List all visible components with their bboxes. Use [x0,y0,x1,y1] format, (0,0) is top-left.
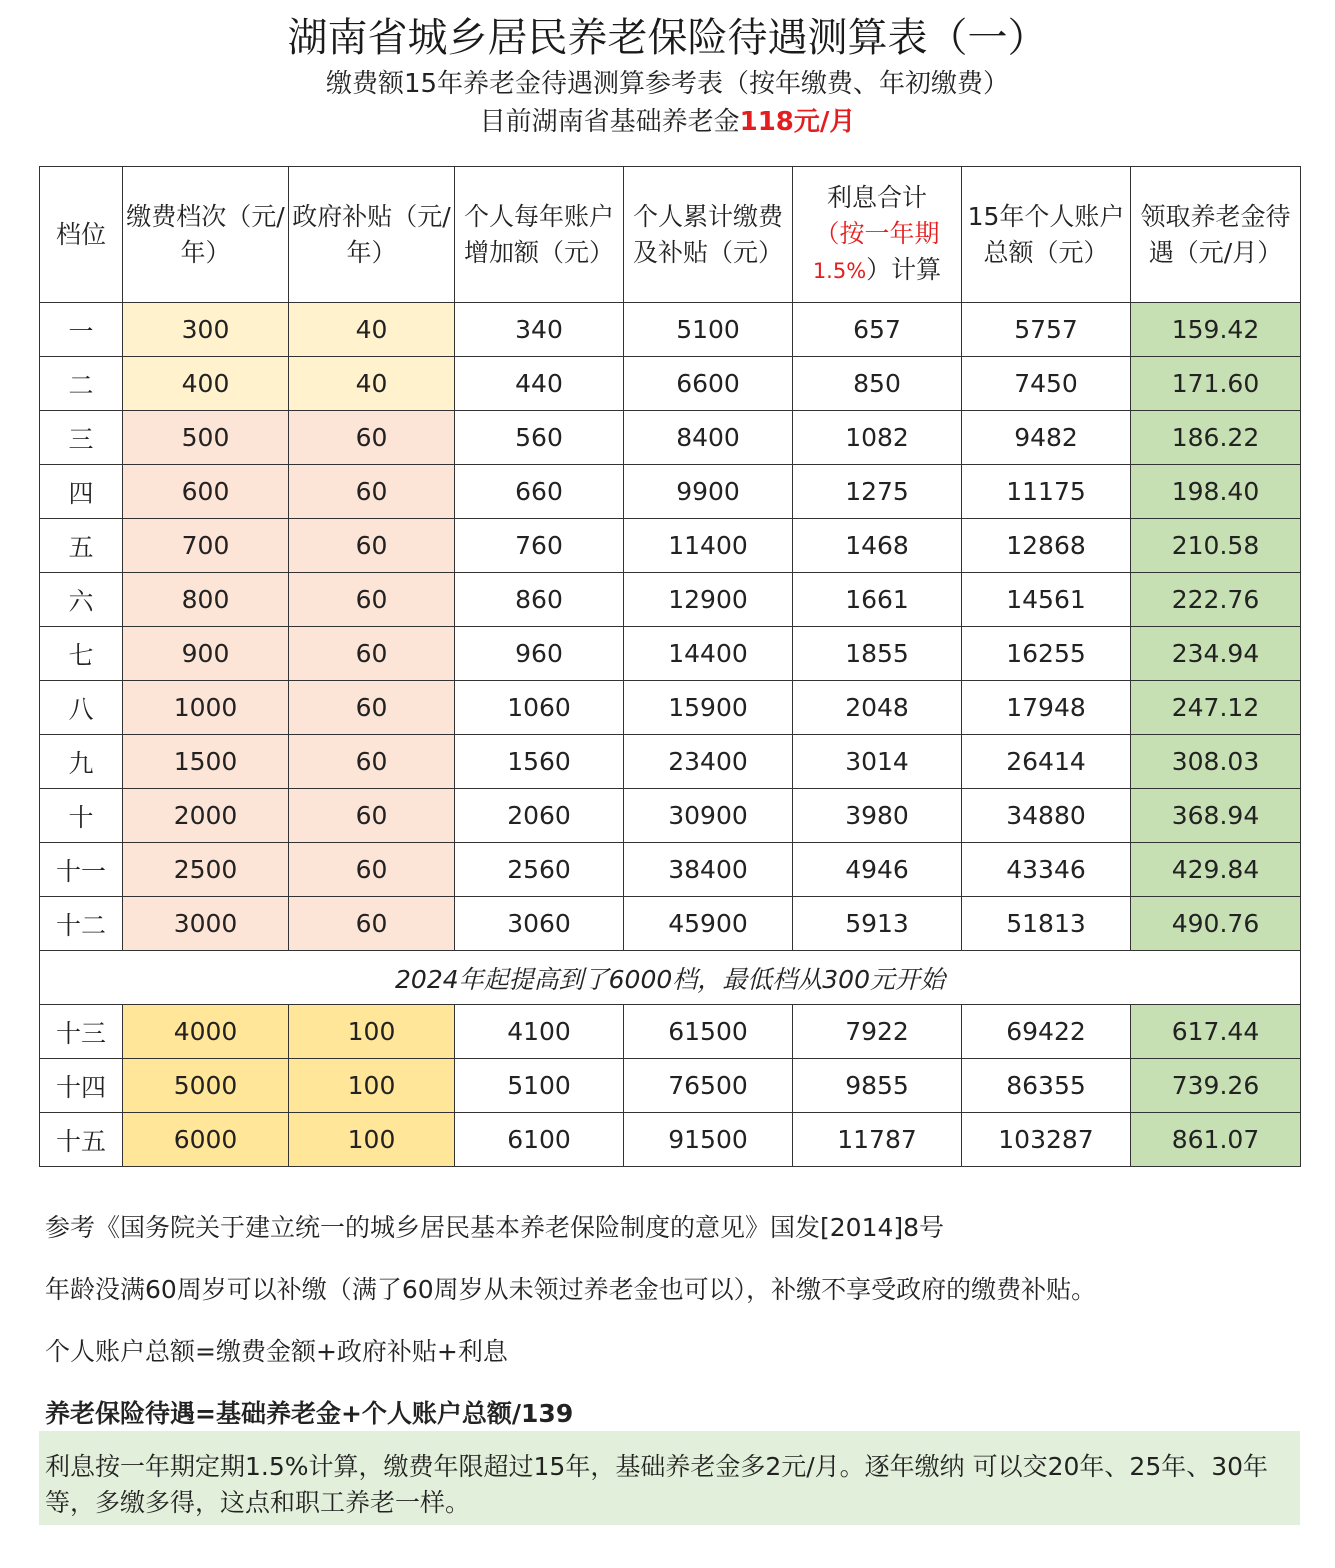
cell-total: 43346 [962,843,1131,897]
cell-annual: 340 [455,303,624,357]
cell-cumulative: 8400 [624,411,793,465]
cell-cumulative: 61500 [624,1005,793,1059]
cell-subsidy: 100 [289,1059,455,1113]
note-cell: 2024年起提高到了6000档，最低档从300元开始 [40,951,1301,1005]
cell-cumulative: 5100 [624,303,793,357]
cell-interest: 11787 [793,1113,962,1167]
cell-level: 十 [40,789,123,843]
cell-interest: 1855 [793,627,962,681]
cell-cumulative: 15900 [624,681,793,735]
cell-total: 14561 [962,573,1131,627]
cell-total: 5757 [962,303,1131,357]
cell-subsidy: 60 [289,465,455,519]
table-row [40,465,1301,519]
cell-subsidy: 60 [289,789,455,843]
cell-pension: 739.26 [1131,1059,1301,1113]
cell-cumulative: 91500 [624,1113,793,1167]
cell-interest: 657 [793,303,962,357]
footer-interest-note [39,1431,1300,1525]
header-pension: 领取养老金待遇（元/月） [1131,167,1301,303]
cell-subsidy: 60 [289,897,455,951]
footer-pension-formula: 养老保险待遇=基础养老金+个人账户总额/139 [45,1399,574,1428]
footer-reference: 参考《国务院关于建立统一的城乡居民基本养老保险制度的意见》国发[2014]8号 [45,1213,945,1242]
cell-cumulative: 14400 [624,627,793,681]
cell-pay: 1000 [123,681,289,735]
cell-level: 十五 [40,1113,123,1167]
cell-total: 34880 [962,789,1131,843]
cell-interest: 1468 [793,519,962,573]
cell-annual: 760 [455,519,624,573]
cell-pension: 171.60 [1131,357,1301,411]
cell-level: 十二 [40,897,123,951]
cell-subsidy: 60 [289,519,455,573]
cell-total: 9482 [962,411,1131,465]
cell-pay: 800 [123,573,289,627]
cell-level: 十四 [40,1059,123,1113]
cell-pay: 1500 [123,735,289,789]
cell-cumulative: 12900 [624,573,793,627]
header-interest-a: 利息合计 [826,183,927,212]
header-interest-d: ）计算 [866,255,942,284]
cell-pension: 247.12 [1131,681,1301,735]
cell-level: 七 [40,627,123,681]
basic-pension-line [0,102,1335,142]
cell-pension: 198.40 [1131,465,1301,519]
cell-level: 十三 [40,1005,123,1059]
cell-total: 26414 [962,735,1131,789]
cell-annual: 1060 [455,681,624,735]
cell-interest: 7922 [793,1005,962,1059]
cell-total: 11175 [962,465,1131,519]
page-title: 湖南省城乡居民养老保险待遇测算表（一） [287,15,1048,61]
cell-interest: 1082 [793,411,962,465]
cell-pension: 490.76 [1131,897,1301,951]
cell-annual: 2060 [455,789,624,843]
page-subtitle: 缴费额15年养老金待遇测算参考表（按年缴费、年初缴费） [325,69,1010,99]
cell-subsidy: 40 [289,303,455,357]
cell-level: 十一 [40,843,123,897]
cell-cumulative: 23400 [624,735,793,789]
cell-annual: 960 [455,627,624,681]
cell-subsidy: 60 [289,681,455,735]
cell-pension: 368.94 [1131,789,1301,843]
cell-cumulative: 76500 [624,1059,793,1113]
table-row [40,1005,1301,1059]
table-row [40,843,1301,897]
cell-interest: 4946 [793,843,962,897]
header-level: 档位 [40,167,123,303]
table-row [40,519,1301,573]
header-interest-c: 1.5% [812,259,867,283]
cell-level: 六 [40,573,123,627]
cell-subsidy: 40 [289,357,455,411]
table-row [40,411,1301,465]
cell-subsidy: 100 [289,1005,455,1059]
cell-total: 16255 [962,627,1131,681]
cell-subsidy: 60 [289,627,455,681]
cell-pay: 5000 [123,1059,289,1113]
table-header-row [40,167,1301,303]
cell-interest: 3980 [793,789,962,843]
header-pay-level: 缴费档次（元/年） [123,167,289,303]
header-annual-increase: 个人每年账户增加额（元） [455,167,624,303]
cell-level: 四 [40,465,123,519]
cell-cumulative: 45900 [624,897,793,951]
cell-pension: 234.94 [1131,627,1301,681]
cell-total: 17948 [962,681,1131,735]
cell-interest: 1661 [793,573,962,627]
cell-annual: 4100 [455,1005,624,1059]
table-row [40,303,1301,357]
cell-annual: 2560 [455,843,624,897]
cell-cumulative: 6600 [624,357,793,411]
cell-interest: 9855 [793,1059,962,1113]
table-row [40,1113,1301,1167]
table-row [40,1059,1301,1113]
cell-annual: 5100 [455,1059,624,1113]
cell-pay: 2500 [123,843,289,897]
table-row [40,573,1301,627]
table-row [40,897,1301,951]
cell-level: 九 [40,735,123,789]
cell-annual: 3060 [455,897,624,951]
cell-annual: 560 [455,411,624,465]
cell-total: 69422 [962,1005,1131,1059]
cell-pension: 429.84 [1131,843,1301,897]
cell-pay: 900 [123,627,289,681]
table-row [40,357,1301,411]
cell-pay: 6000 [123,1113,289,1167]
cell-subsidy: 60 [289,573,455,627]
cell-pay: 2000 [123,789,289,843]
cell-level: 二 [40,357,123,411]
cell-interest: 2048 [793,681,962,735]
header-cumulative: 个人累计缴费及补贴（元） [624,167,793,303]
cell-annual: 1560 [455,735,624,789]
cell-cumulative: 9900 [624,465,793,519]
cell-pay: 700 [123,519,289,573]
cell-total: 86355 [962,1059,1131,1113]
cell-total: 51813 [962,897,1131,951]
footer-back-payment: 年龄没满60周岁可以补缴（满了60周岁从未领过养老金也可以），补缴不享受政府的缴费补贴。 [45,1275,1097,1304]
cell-pension: 308.03 [1131,735,1301,789]
pension-table [39,166,1301,1167]
cell-total: 7450 [962,357,1131,411]
cell-pay: 4000 [123,1005,289,1059]
cell-level: 三 [40,411,123,465]
note-row [40,951,1301,1005]
table-row [40,735,1301,789]
cell-pay: 300 [123,303,289,357]
cell-annual: 440 [455,357,624,411]
footer-account-formula: 个人账户总额=缴费金额+政府补贴+利息 [45,1337,508,1366]
basic-pension-label: 目前湖南省基础养老金 [479,107,740,137]
cell-total: 103287 [962,1113,1131,1167]
cell-subsidy: 100 [289,1113,455,1167]
cell-interest: 3014 [793,735,962,789]
basic-pension-amount: 118元/月 [739,107,856,137]
cell-pay: 3000 [123,897,289,951]
cell-interest: 5913 [793,897,962,951]
cell-subsidy: 60 [289,411,455,465]
cell-annual: 660 [455,465,624,519]
cell-cumulative: 30900 [624,789,793,843]
header-subsidy: 政府补贴（元/年） [289,167,455,303]
cell-pension: 210.58 [1131,519,1301,573]
cell-subsidy: 60 [289,735,455,789]
cell-interest: 850 [793,357,962,411]
cell-pay: 500 [123,411,289,465]
cell-pay: 400 [123,357,289,411]
table-row [40,681,1301,735]
cell-level: 一 [40,303,123,357]
cell-pension: 159.42 [1131,303,1301,357]
cell-cumulative: 11400 [624,519,793,573]
cell-interest: 1275 [793,465,962,519]
cell-annual: 6100 [455,1113,624,1167]
cell-level: 八 [40,681,123,735]
cell-annual: 860 [455,573,624,627]
cell-pension: 861.07 [1131,1113,1301,1167]
table-row [40,789,1301,843]
cell-pension: 617.44 [1131,1005,1301,1059]
cell-pension: 222.76 [1131,573,1301,627]
cell-level: 五 [40,519,123,573]
header-account-total: 15年个人账户总额（元） [962,167,1131,303]
cell-pension: 186.22 [1131,411,1301,465]
cell-subsidy: 60 [289,843,455,897]
footer-interest-text: 利息按一年期定期1.5%计算，缴费年限超过15年，基础养老金多2元/月。逐年缴纳 可以交20年、25年、30年等，多缴多得，这点和职工养老一样。 [45,1452,1269,1517]
cell-total: 12868 [962,519,1131,573]
cell-cumulative: 38400 [624,843,793,897]
header-interest-b: （按一年期 [814,219,940,248]
header-interest [793,167,962,303]
cell-pay: 600 [123,465,289,519]
table-row [40,627,1301,681]
